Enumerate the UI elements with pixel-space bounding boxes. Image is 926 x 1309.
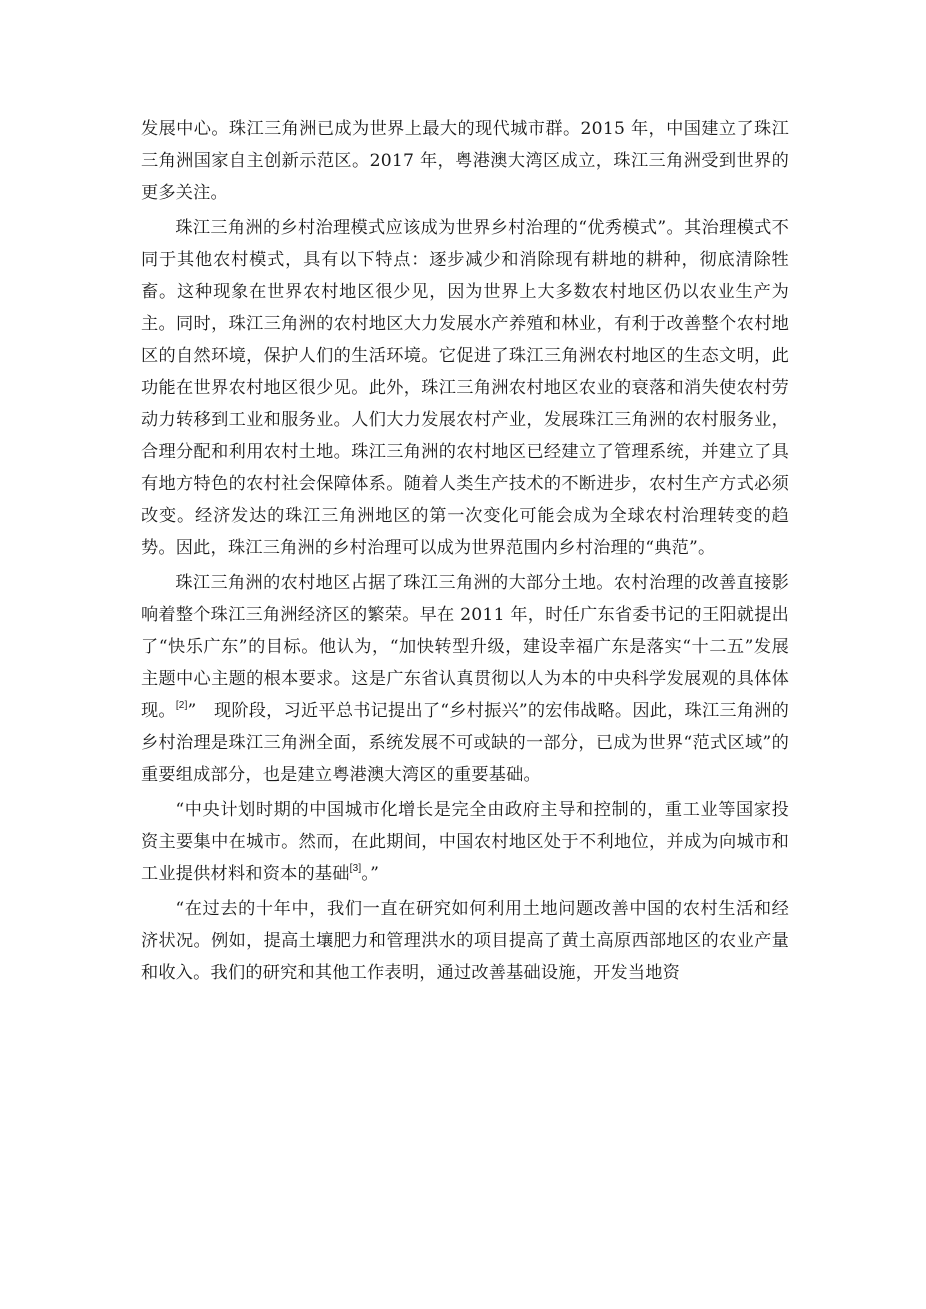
paragraph-3-text-b: ” 现阶段，习近平总书记提出了“乡村振兴”的宏伟战略。因此，珠江三角洲的乡村治理是珠江三角洲全面，系统发展不可或缺的一部分，已成为世界“范式区域”的重要组成部分，也是建立粤港澳大湾区的重要基础。: [141, 701, 789, 785]
paragraph-3: [141, 567, 789, 791]
citation-ref-3: [3]: [349, 863, 362, 875]
paragraph-5: [141, 893, 789, 989]
citation-ref-2: [2]: [175, 700, 188, 712]
paragraph-2-text: 珠江三角洲的乡村治理模式应该成为世界乡村治理的“优秀模式”。其治理模式不同于其他农村模式，具有以下特点：逐步减少和消除现有耕地的耕种，彻底清除牲畜。这种现象在世界农村地区很少见，因为世界上大多数农村地区仍以农业生产为主。同时，珠江三角洲的农村地区大力发展水产养殖和林业，有利于改善整个农村地区的自然环境，保护人们的生活环境。它促进了珠江三角洲农村地区的生态文明，此功能在世界农村地区很少见。此外，珠江三角洲农村地区农业的衰落和消失使农村劳动力转移到工业和服务业。人们大力发展农村产业，发展珠江三角洲的农村服务业，合理分配和利用农村土地。珠江三角洲的农村地区已经建立了管理系统，并建立了具有地方特色的农村社会保障体系。随着人类生产技术的不断进步，农村生产方式必须改变。经济发达的珠江三角洲地区的第一次变化可能会成为全球农村治理转变的趋势。因此，珠江三角洲的乡村治理可以成为世界范围内乡村治理的“典范”。: [141, 218, 789, 558]
paragraph-1-text: 发展中心。珠江三角洲已成为世界上最大的现代城市群。2015 年，中国建立了珠江三角洲国家自主创新示范区。2017 年，粤港澳大湾区成立，珠江三角洲受到世界的更多关注。: [141, 119, 789, 203]
paragraph-4-text-b: 。”: [361, 864, 380, 884]
paragraph-5-text: “在过去的十年中，我们一直在研究如何利用土地问题改善中国的农村生活和经济状况。例如，提高土壤肥力和管理洪水的项目提高了黄土高原西部地区的农业产量和收入。我们的研究和其他工作表明，通过改善基础设施，开发当地资: [141, 899, 789, 983]
body-text: [141, 113, 789, 992]
paragraph-4: [141, 794, 789, 890]
paragraph-1: [141, 113, 789, 209]
paragraph-4-text-a: “中央计划时期的中国城市化增长是完全由政府主导和控制的，重工业等国家投资主要集中在城市。然而，在此期间，中国农村地区处于不利地位，并成为向城市和工业提供材料和资本的基础: [141, 800, 789, 884]
paragraph-3-text-a: 珠江三角洲的农村地区占据了珠江三角洲的大部分土地。农村治理的改善直接影响着整个珠江三角洲经济区的繁荣。早在 2011 年，时任广东省委书记的王阳就提出了“快乐广东”的目标。他认为，“加快转型升级，建设幸福广东是落实“十二五”发展主题中心主题的根本要求。这是广东省认真贯彻以人为本的中央科学发展观的具体体现。: [141, 573, 789, 721]
paragraph-2: [141, 212, 789, 564]
